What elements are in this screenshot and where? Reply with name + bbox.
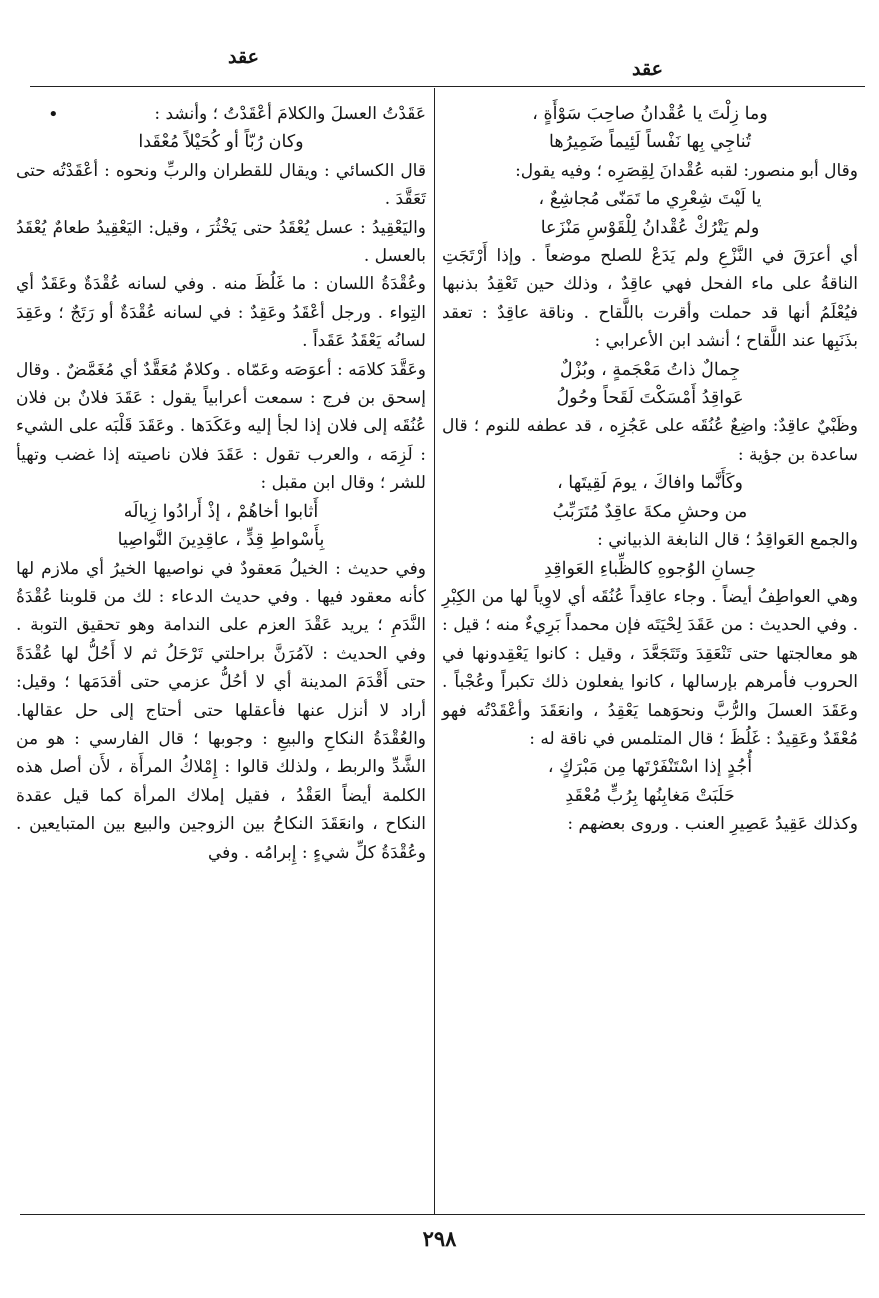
verse-line: وكَأَنَّما وافاكَ ، يومَ لَقِيتَها ، [557, 473, 743, 494]
header-rule [30, 86, 865, 87]
text-paragraph: وظَبْيٌ عاقِدٌ: واضِعٌ عُنُقَه على عَجُزِه ، قد عطفه للنوم ؛ قال ساعدة بن جؤية : [442, 416, 858, 465]
text-paragraph: وعُقْدَةُ اللسان : ما غَلُظَ منه . وفي لسانه عُقْدَةٌ وعَقَدٌ أي التِواء . ورجل أعْقَدُ وعَقِدٌ : في لسانه عُقْدَةٌ أو رَتَجٌ ؛ وعَقِدَ لسانُه يَعْقَدُ عَقَداً . [16, 274, 426, 352]
running-header-left: عقد [228, 46, 259, 68]
verse-line: وما زِلْتَ يا عُقْدانُ صاحِبَ سَوْأَةٍ ، [532, 104, 768, 124]
text-paragraph: قال الكسائي : ويقال للقطران والربِّ ونحوه : أعْقَدْتُه حتى تَعَقَّدَ . [16, 160, 426, 210]
text-paragraph: وفي حديث : الخيلُ مَعقودٌ في نواصيها الخيرُ أي ملازم لها كأنه معقود فيها . وفي حديث الدعاء : لك من قلوبنا عُقْدَةُ النَّدَمِ ؛ يريد عَقْدَ العزم على الندامة وهو تحقيق التوبة . وفي الحديث : لآمُرَنَّ براحلتي تَرْحَلُ ثم لا أَحُلُّ لها عُقْدَةً حتى أَقْدَمَ المدينة أي لا أحُلُّ عزمي حتى أقدَمَها ؛ وقيل: أراد لا أنزل عنها فأعقلها حتى أحتاج إلى حل عقالها. والعُقْدَةُ النكاحِ والبيعِ : وجوبها ؛ قال الفارسي : هو من الشَّدِّ والربط ، ولذلك قالوا : إِمْلاكُ المرأَة ، لأَن أصل هذه الكلمة أيضاً العَقْدُ ، فقيل إملاك المرأة كما قيل عقدة النكاح ، وانعَقَدَ النكاحُ بين الزوجين والبيع بين المتبايعين . وعُقْدَةُ كلِّ شيءٍ : إِبرامُه . وفي [16, 558, 426, 863]
verse-line: أَثابوا أخاهُمْ ، إذْ أَرادُوا زِيالَه [123, 501, 319, 522]
verse-line: يا لَيْتَ شِعْرِي ما تَمَنّى مُجاشِعٌ ، [538, 189, 762, 210]
verse-line: ولم يَتْرُكْ عُقْدانُ لِلْقَوْسِ مَنْزَعا [540, 217, 760, 238]
verse-line: من وحشِ مكةَ عاقِدٌ مُتَرَبِّبُ [552, 501, 748, 522]
text-paragraph: واليَعْقِيدُ : عسل يُعْقَدُ حتى يَخْثُرَ ، وقيل: اليَعْقِيدُ طعامٌ يُعْقَدُ بالعسل . [16, 217, 426, 267]
footer-rule [20, 1214, 865, 1215]
verse-line: أُجُدٍ إذا اسْتَنْفَرْتَها مِن مَبْرَكٍ ، [547, 757, 753, 778]
verse-line: وكان رُبّاً أو كُحَيْلاً مُعْقَدا [138, 132, 304, 153]
verse-line: جِمالٌ ذاتُ مَعْجَمةٍ ، وبُزْلٌ [559, 359, 741, 380]
text-paragraph: وكذلك عَقِيدُ عَصِيرِ العنب . وروى بعضهم : [567, 814, 858, 835]
verse-line: بِأَسْواطِ قِدٍّ ، عاقِدِينَ النَّواصِيا [117, 530, 325, 551]
text-paragraph: وقال أبو منصور: لقبه عُقْدانَ لِقِصَرِه ؛ وفيه يقول: [515, 160, 858, 181]
running-header-right: عقد [632, 58, 663, 80]
verse-line: تُناجِي بِها نَفْساً لَئِيماً ضَمِيرُها [549, 132, 751, 153]
column-divider [434, 88, 435, 1214]
text-paragraph: والجمع العَواقِدُ ؛ قال النابغة الذبياني : [597, 530, 858, 551]
left-column [16, 100, 426, 867]
verse-line: حِسانِ الوُجوهِ كالظِّباءِ العَواقِدِ [544, 558, 756, 579]
verse-line: حَلَبَتْ مَغابِنُها بِرُبٍّ مُعْقَدِ [565, 785, 735, 806]
text-paragraph: عَقَدْتُ العسلَ والكلامَ أعْقَدْتُ ؛ وأنشد : [154, 104, 426, 124]
verse-line: عَواقِدُ أَمْسَكْتَ لَقَحاً وحُولُ [556, 388, 744, 409]
text-paragraph: وهي العواطِفُ أيضاً . وجاء عاقِداً عُنُقَه أي لاوِياً لها من الكِبْرِ . وفي الحديث : من عَقَدَ لِحْيَتَه فإن محمداً بَرِيءٌ منه ؛ قيل : هو معالجتها حتى تَنْعَقِدَ وتَتَجَعَّدَ ، وقيل : كانوا يَعْقِدونها في الحروب فأمرهم بإرسالها ، كانوا يفعلون ذلك تكبراً وعُجْباً . وعَقَدَ العسلَ والرُّبَّ ونحوَهما يَعْقِدُ ، وانعَقَدَ وأعْقَدْتُه فهو مُعْقَدٌ وعَقِيدٌ : غَلُظَ ؛ قال المتلمس في ناقة له : [442, 586, 858, 749]
page-number: ٢٩٨ [422, 1226, 457, 1251]
text-paragraph: أي أعرَقَ في النَّزْعِ ولم يَدَعْ للصلح موضعاً . وإذا أَرْتَجَتِ الناقةُ على ماء الفحل فهي عاقِدٌ ، وذلك حين تَعْقِدُ بذنبها فيُعْلَمُ أنها قد حملت وأقرت باللَّقاح . وناقة عاقِدٌ : تعقد بذَنَبِها عند اللَّقاح ؛ أنشد ابن الأعرابي : [442, 246, 858, 352]
right-column [442, 100, 858, 839]
text-paragraph: وعَقَّدَ كلامَه : أعوَصَه وعَمّاه . وكلامٌ مُعَقَّدٌ أي مُغَمَّضٌ . وقال إسحق بن فرج : سمعت أعرابياً يقول : عَقَدَ فلانٌ بن فلان عُنُقَه إلى فلان إذا لجأ إليه وعَكَدَها . وعَقَدَ قَلْبَه على الشيء : لَزِمَه ، والعرب تقول : عَقَدَ فلان ناصيته إذا غضب وتهيأ للشر ؛ وقال ابن مقبل : [16, 359, 426, 494]
column-marker: • [48, 104, 59, 125]
